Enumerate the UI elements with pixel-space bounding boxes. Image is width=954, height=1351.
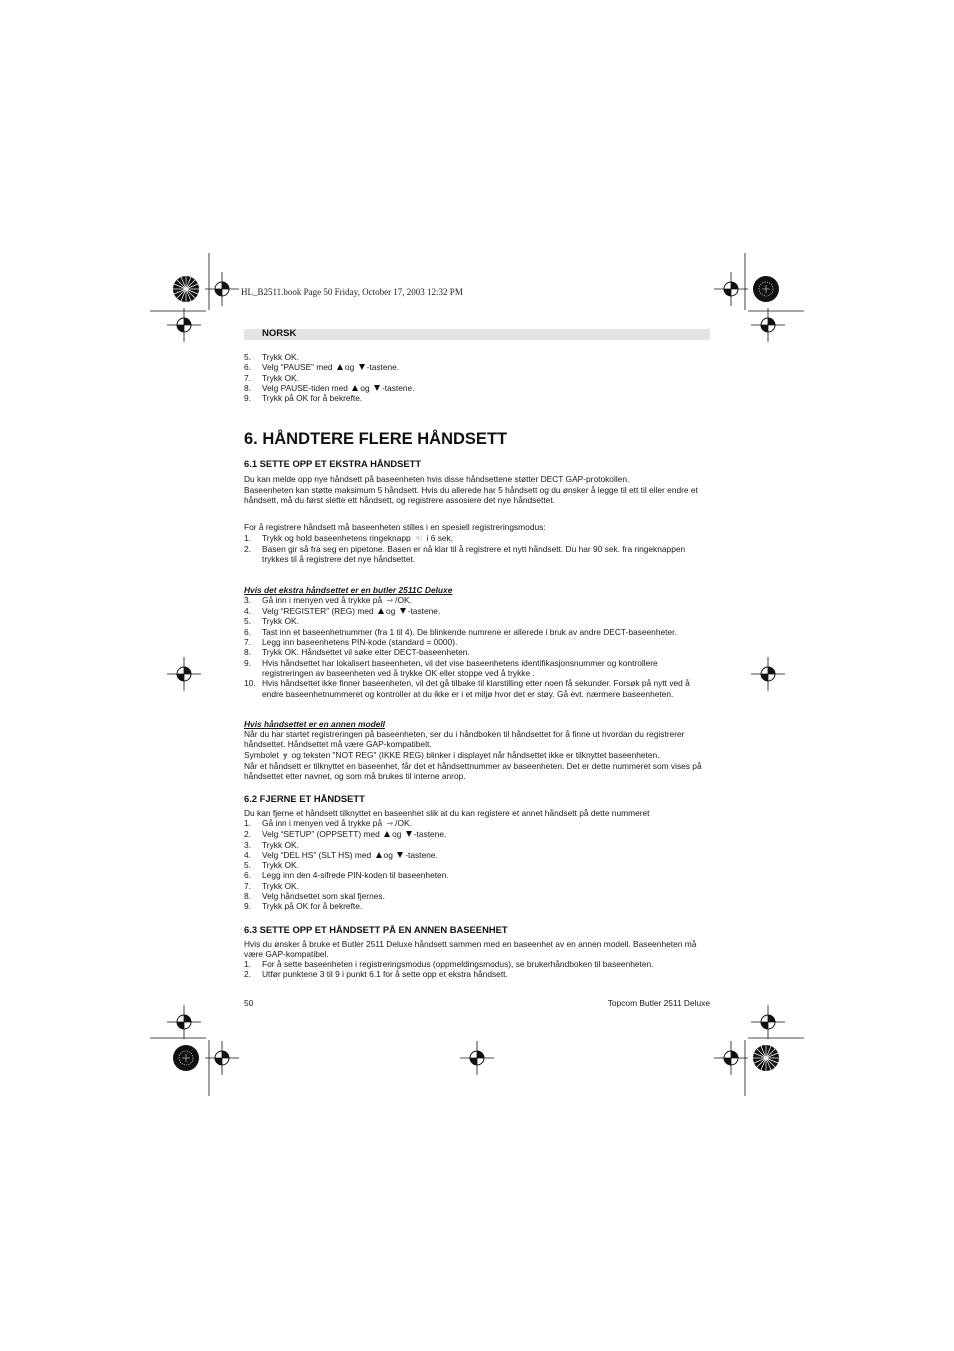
list-item: 1. Gå inn i menyen ved å trykke på ⇾ /OK. <box>244 817 412 828</box>
list-item: 2. Utfør punktene 3 til 9 i punkt 6.1 for å sette opp et ekstra håndsett. <box>244 969 508 980</box>
subsection-title: Hvis håndsettet er en annen modell <box>244 718 386 729</box>
list-item: 4. Velg “DEL HS” (SLT HS) med og -tastene. <box>244 849 438 860</box>
paragraph: Når du har startet registreringen på baseenheten, ser du i håndboken til håndsettet for å finne ut hvordan du registrerer håndsettet. Håndsettet må være GAP-kompatibelt. <box>244 729 685 750</box>
list-item: 3. Gå inn i menyen ved å trykke på ⇾ /OK. <box>244 594 412 605</box>
list-item: 5. Trykk OK. <box>244 352 299 362</box>
paragraph: Hvis du ønsker å bruke et Butler 2511 Deluxe håndsett sammen med en baseenhet av en annen modell. Baseenheten må være GAP-kompatibel. <box>244 938 697 959</box>
page-number: 50 <box>244 998 254 1008</box>
arrow-down-icon <box>406 831 412 837</box>
language-label: NORSK <box>262 328 297 339</box>
arrow-down-icon <box>374 385 380 391</box>
list-item: 7. Legg inn baseenhetens PIN-kode (standard = 0000). <box>244 637 458 648</box>
arrow-up-icon <box>337 364 343 370</box>
list-item: 8. Trykk OK. Håndsettet vil søke etter DECT-baseenheten. <box>244 647 470 658</box>
paragraph: Symbolet ɏ og teksten "NOT REG" (IKKE REG) blinker i displayet når håndsettet ikke er tilknyttet baseenheten. <box>244 749 660 760</box>
list-item: 7. Trykk OK. <box>244 880 299 891</box>
list-item: 9. Hvis håndsettet har lokalisert baseenheten, vil det vise baseenhetens identifikasjonsnummer og kontrollere registreringen av baseenheten ved å trykke OK eller stoppe ved å trykke . <box>244 657 658 678</box>
list-item: 1. Trykk og hold baseenhetens ringeknapp ☜ i 6 sek. <box>244 532 454 543</box>
arrow-up-icon <box>352 385 358 391</box>
section-title-6-3: 6.3 SETTE OPP ET HÅNDSETT PÅ EN ANNEN BASEENHET <box>244 923 508 935</box>
arrow-up-icon <box>378 608 384 614</box>
chapter-title: 6. HÅNDTERE FLERE HÅNDSETT <box>244 430 508 449</box>
menu-key-icon: ⇾ <box>386 818 394 828</box>
list-item: 8. Velg håndsettet som skal fjernes. <box>244 890 385 901</box>
page-content <box>244 352 710 980</box>
list-item: 6. Tast inn et baseenhetnummer (fra 1 til 4). De blinkende numrene er allerede i bruk av andre DECT-baseenheter. <box>244 626 677 637</box>
paragraph: Du kan fjerne et håndsett tilknyttet en baseenhet slik at du kan registere et annet håndsett på dette nummeret <box>244 807 650 818</box>
paragraph: Baseenheten kan støtte maksimum 5 håndsett. Hvis du allerede har 5 håndsett og du ønsker å legge til ett til eller endre et håndsett, må du først slette ett håndsett, og registrere assosiere det nye håndsettet. <box>244 484 698 506</box>
section-title-6-1: 6.1 SETTE OPP ET EKSTRA HÅNDSETT <box>244 458 422 470</box>
section-title-6-2: 6.2 FJERNE ET HÅNDSETT <box>244 792 365 804</box>
arrow-down-icon <box>400 608 406 614</box>
list-item: 10. Hvis håndsettet ikke finner baseenheten, vil det gå tilbake til klarstilling etter noen få sekunder. Forsøk på nytt ved å endre baseenhetnummeret og kontroller at du ikke er i et miljø hvor det er støy. Gå evt. nærmere baseenheten. <box>244 678 690 699</box>
ring-button-icon: ☜ <box>415 533 423 543</box>
list-item: 8. Velg PAUSE-tiden med og -tastene. <box>244 382 415 393</box>
arrow-down-icon <box>359 364 365 370</box>
paragraph: Når et håndsett er tilknyttet en baseenhet, får det et håndsettnummer av baseenheten. Det er dette nummeret som vises på håndsettet etter navnet, og som må brukes til interne anrop. <box>244 761 702 782</box>
list-item: 2. Velg “SETUP” (OPPSETT) med og -tastene. <box>244 829 447 840</box>
product-name: Topcom Butler 2511 Deluxe <box>607 998 710 1008</box>
book-file-info: HL_B2511.book Page 50 Friday, October 17, 2003 12:32 PM <box>241 287 463 297</box>
subsection-title: Hvis det ekstra håndsettet er en butler 2511C Deluxe <box>244 584 453 595</box>
list-item: 4. Velg “REGISTER” (REG) med og -tastene. <box>244 606 441 617</box>
language-bar <box>244 329 710 340</box>
list-item: 9. Trykk på OK for å bekrefte. <box>244 393 363 404</box>
list-item: 5. Trykk OK. <box>244 616 299 627</box>
menu-key-icon: ⇾ <box>386 595 394 605</box>
list-item: 3. Trykk OK. <box>244 839 299 850</box>
arrow-up-icon <box>376 852 382 858</box>
list-item: 1. For å sette baseenheten i registreringsmodus (oppmeldingsmodus), se brukerhåndboken til baseenheten. <box>244 959 654 970</box>
list-item: 6. Velg “PAUSE” med og -tastene. <box>244 362 400 373</box>
list-item: 7. Trykk OK. <box>244 372 299 383</box>
paragraph: For å registrere håndsett må baseenheten stilles i en spesiell registreringsmodus: <box>244 522 546 533</box>
list-item: 2. Basen gir så fra seg en pipetone. Basen er nå klar til å registrere et nytt håndsett. Du har 90 sek. fra ringeknappen trykkes til å registrere det nye håndsettet. <box>244 543 686 565</box>
arrow-down-icon <box>397 852 403 858</box>
list-item: 5. Trykk OK. <box>244 860 299 871</box>
arrow-up-icon <box>384 831 390 837</box>
paragraph: Du kan melde opp nye håndsett på baseenheten hvis disse håndsettene støtter DECT GAP-protokollen. <box>244 474 630 485</box>
list-item: 9. Trykk på OK for å bekrefte. <box>244 901 363 912</box>
list-item: 6. Legg inn den 4-sifrede PIN-koden til baseenheten. <box>244 870 449 881</box>
no-signal-icon: ɏ <box>283 750 288 760</box>
